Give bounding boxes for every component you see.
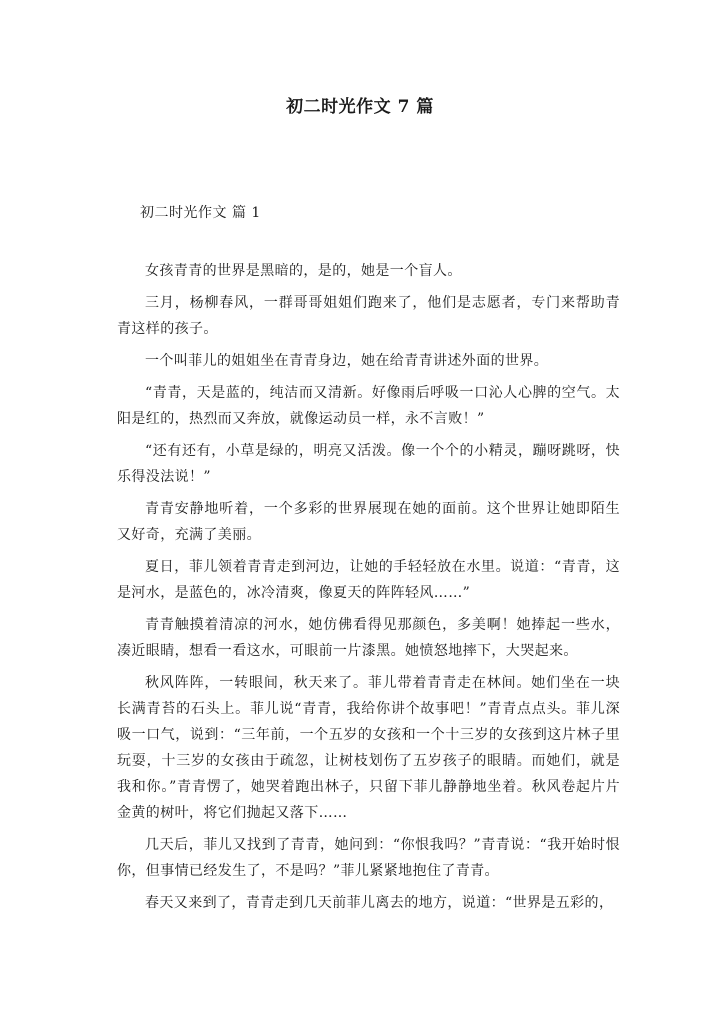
paragraph: 春天又来到了，青青走到几天前菲儿离去的地方，说道：“世界是五彩的， <box>145 895 614 911</box>
paragraph: 秋风阵阵，一转眼间，秋天来了。菲儿带着青青走在林间。她们坐在一块长满青苔的石头上。菲儿说“青青，我给你讲个故事吧！”青青点点头。菲儿深吸一口气，说到：“三年前，一个五岁的女孩和一个十三岁的女孩到这片林子里玩耍，十三岁的女孩由于疏忽，让树枝划伤了五岁孩子的眼睛。而她们，就是我和你。”青青愣了，她哭着跑出林子，只留下菲儿静静地坐着。秋风卷起片片金黄的树叶，将它们抛起又落下…… <box>117 675 620 821</box>
essay-body <box>117 258 620 922</box>
paragraph: “青青，天是蓝的，纯洁而又清新。好像雨后呼吸一口沁人心脾的空气。太阳是红的，热烈而又奔放，就像运动员一样，永不言败！” <box>117 385 620 427</box>
paragraph: 几天后，菲儿又找到了青青，她问到：“你恨我吗？”青青说：“我开始时恨你，但事情已经发生了，不是吗？”菲儿紧紧地抱住了青青。 <box>117 837 620 879</box>
paragraph: 女孩青青的世界是黑暗的，是的，她是一个盲人。 <box>145 263 462 279</box>
paragraph: 青青安静地听着，一个多彩的世界展现在她的面前。这个世界让她即陌生又好奇，充满了美丽。 <box>117 501 620 543</box>
paragraph: 三月，杨柳春风，一群哥哥姐姐们跑来了，他们是志愿者，专门来帮助青青这样的孩子。 <box>117 295 620 337</box>
document-title: 初二时光作文 7 篇 <box>286 97 434 117</box>
paragraph: 夏日，菲儿领着青青走到河边，让她的手轻轻放在水里。说道：“青青，这是河水，是蓝色的，冰冷清爽，像夏天的阵阵轻风……” <box>117 559 620 601</box>
paragraph: “还有还有，小草是绿的，明亮又活泼。像一个个的小精灵，蹦呀跳呀，快乐得没法说！” <box>117 443 620 485</box>
section-heading: 初二时光作文 篇 1 <box>140 205 261 221</box>
paragraph: 一个叫菲儿的姐姐坐在青青身边，她在给青青讲述外面的世界。 <box>145 353 549 369</box>
paragraph: 青青触摸着清凉的河水，她仿佛看得见那颜色，多美啊！她捧起一些水，凑近眼睛，想看一看这水，可眼前一片漆黑。她愤怒地摔下，大哭起来。 <box>117 617 620 659</box>
